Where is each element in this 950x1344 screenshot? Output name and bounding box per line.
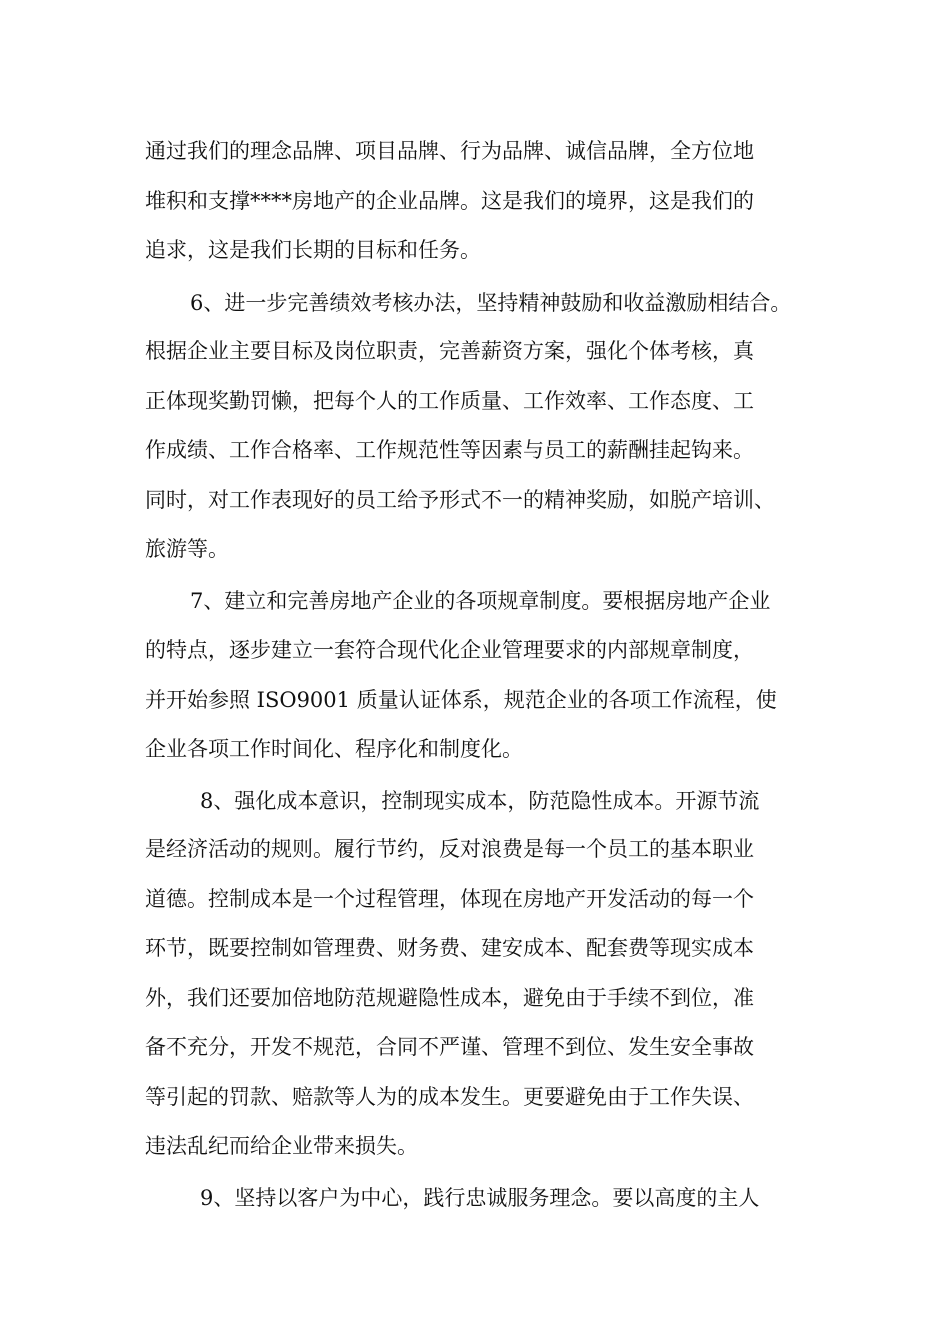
text-line: 根据企业主要目标及岗位职责，完善薪资方案，强化个体考核，真: [145, 339, 754, 363]
text-line: 8、强化成本意识，控制现实成本，防范隐性成本。开源节流: [200, 789, 760, 813]
text-line: 备不充分，开发不规范，合同不严谨、管理不到位、发生安全事故: [145, 1035, 754, 1059]
text-line: 旅游等。: [145, 537, 229, 561]
text-line: 等引起的罚款、赔款等人为的成本发生。更要避免由于工作失误、: [145, 1085, 754, 1109]
text-line: 环节，既要控制如管理费、财务费、建安成本、配套费等现实成本: [145, 936, 754, 960]
text-line: 正体现奖勤罚懒，把每个人的工作质量、工作效率、工作态度、工: [145, 389, 754, 413]
text-line: 9、坚持以客户为中心，践行忠诚服务理念。要以高度的主人: [200, 1186, 760, 1210]
text-line: 6、进一步完善绩效考核办法，坚持精神鼓励和收益激励相结合。: [190, 291, 792, 315]
text-line: 追求，这是我们长期的目标和任务。: [145, 238, 481, 262]
text-line: 堆积和支撑****房地产的企业品牌。这是我们的境界，这是我们的: [145, 189, 754, 213]
text-line: 企业各项工作时间化、程序化和制度化。: [145, 737, 523, 761]
text-line: 并开始参照 ISO9001 质量认证体系，规范企业的各项工作流程，使: [145, 688, 777, 712]
text-line: 7、建立和完善房地产企业的各项规章制度。要根据房地产企业: [190, 589, 771, 613]
text-line: 的特点，逐步建立一套符合现代化企业管理要求的内部规章制度，: [145, 638, 754, 662]
text-line: 是经济活动的规则。履行节约，反对浪费是每一个员工的基本职业: [145, 837, 754, 861]
text-line: 外，我们还要加倍地防范规避隐性成本，避免由于手续不到位，准: [145, 986, 754, 1010]
text-line: 道德。控制成本是一个过程管理，体现在房地产开发活动的每一个: [145, 887, 754, 911]
text-line: 同时，对工作表现好的员工给予形式不一的精神奖励，如脱产培训、: [145, 488, 775, 512]
text-line: 作成绩、工作合格率、工作规范性等因素与员工的薪酬挂起钩来。: [145, 438, 754, 462]
text-line: 违法乱纪而给企业带来损失。: [145, 1134, 418, 1158]
text-line: 通过我们的理念品牌、项目品牌、行为品牌、诚信品牌，全方位地: [145, 139, 754, 163]
